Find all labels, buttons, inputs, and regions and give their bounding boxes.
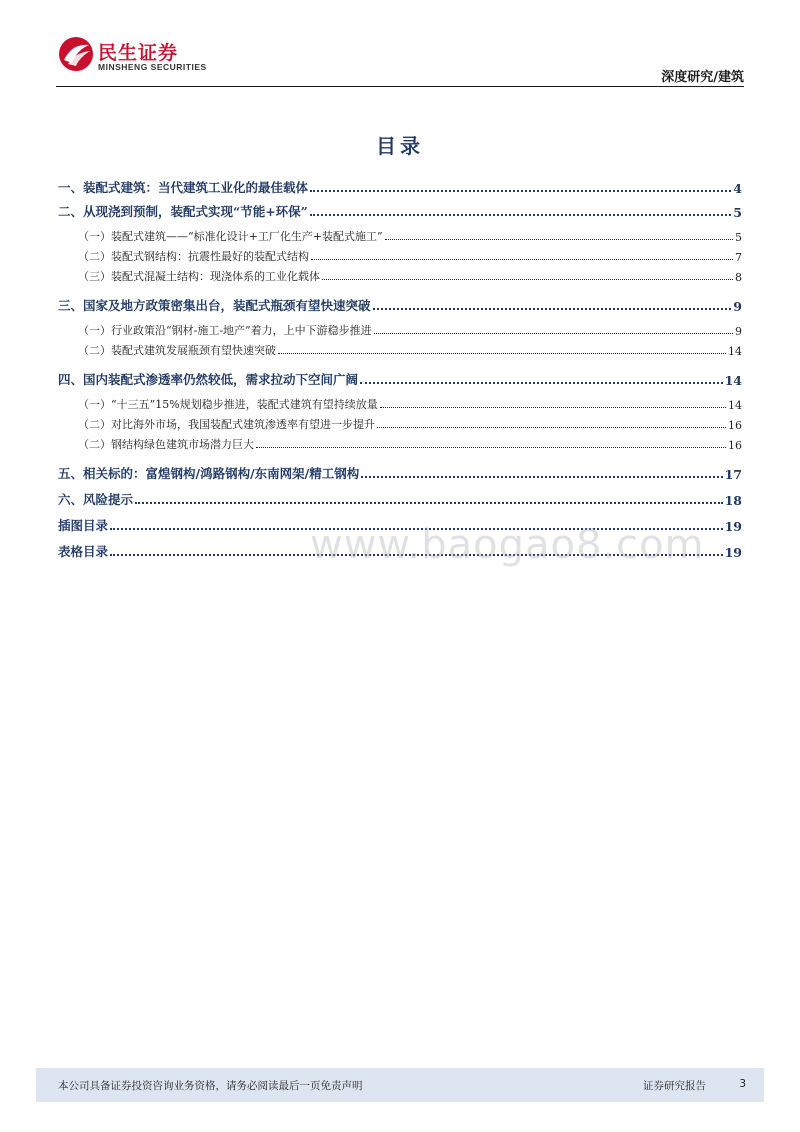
toc-entry[interactable] xyxy=(58,464,742,482)
toc-dot-leader xyxy=(278,353,726,354)
toc-entry-title: 一、装配式建筑：当代建筑工业化的最佳载体 xyxy=(58,180,309,195)
toc-entry-title: （一）装配式建筑——“标准化设计+工厂化生产+装配式施工” xyxy=(78,230,383,243)
toc-entry-page: 7 xyxy=(735,251,742,264)
page-footer xyxy=(36,1068,764,1102)
toc-entry-title: （二）对比海外市场，我国装配式建筑渗透率有望进一步提升 xyxy=(78,418,375,431)
page-header xyxy=(0,0,800,90)
toc-dot-leader xyxy=(374,333,733,334)
toc-entry-page: 19 xyxy=(724,545,742,560)
toc-entry[interactable] xyxy=(58,322,742,338)
toc-entry-title: 表格目录 xyxy=(58,544,109,559)
toc-dot-leader xyxy=(135,502,723,504)
toc-entry-page: 4 xyxy=(733,181,742,196)
toc-entry[interactable] xyxy=(58,396,742,412)
toc-entry[interactable] xyxy=(58,342,742,358)
toc-dot-leader xyxy=(380,407,726,408)
toc-entry[interactable] xyxy=(58,370,742,388)
toc-entry-page: 19 xyxy=(724,519,742,534)
toc-entry-page: 16 xyxy=(728,439,742,452)
toc-entry-page: 9 xyxy=(735,325,742,338)
toc-entry[interactable] xyxy=(58,178,742,196)
toc-entry-page: 16 xyxy=(728,419,742,432)
toc-entry-title: （一）“十三五”15%规划稳步推进，装配式建筑有望持续放量 xyxy=(78,398,378,411)
toc-entry-page: 5 xyxy=(733,205,742,220)
minsheng-logo xyxy=(58,36,248,80)
toc-entry[interactable] xyxy=(58,490,742,508)
toc-dot-leader xyxy=(322,279,733,280)
toc-entry-title: （二）装配式建筑发展瓶颈有望快速突破 xyxy=(78,344,276,357)
toc-dot-leader xyxy=(256,447,726,448)
toc-dot-leader xyxy=(310,214,731,216)
toc-entry-title: （二）钢结构绿色建筑市场潜力巨大 xyxy=(78,438,254,451)
toc-dot-leader xyxy=(360,382,723,384)
toc-entry-title: 五、相关标的：富煌钢构/鸿路钢构/东南网架/精工钢构 xyxy=(58,466,360,481)
toc-dot-leader xyxy=(310,190,731,192)
page-number: 3 xyxy=(739,1078,746,1090)
toc-title: 目录 xyxy=(376,134,424,158)
toc-entry-title: （二）装配式钢结构：抗震性最好的装配式结构 xyxy=(78,250,309,263)
toc-entry-title: 六、风险提示 xyxy=(58,492,134,507)
logo-chinese-name: 民生证券 xyxy=(98,42,179,64)
toc-entry[interactable] xyxy=(58,268,742,284)
toc-entry[interactable] xyxy=(58,248,742,264)
toc-entry-title: 插图目录 xyxy=(58,518,109,533)
toc-entry[interactable] xyxy=(58,416,742,432)
toc-entry-page: 9 xyxy=(733,299,742,314)
toc-dot-leader xyxy=(311,259,733,260)
minsheng-logo-icon xyxy=(58,36,94,72)
toc-entry-title: （一）行业政策沿“钢材-施工-地产”着力，上中下游稳步推进 xyxy=(78,324,372,337)
toc-entry-title: （三）装配式混凝土结构：现浇体系的工业化载体 xyxy=(78,270,320,283)
report-category: 深度研究/建筑 xyxy=(661,70,744,85)
toc-entry-page: 18 xyxy=(724,493,742,508)
toc-entry-title: 四、国内装配式渗透率仍然较低，需求拉动下空间广阔 xyxy=(58,372,359,387)
toc-entry-page: 8 xyxy=(735,271,742,284)
toc-dot-leader xyxy=(377,427,726,428)
toc-dot-leader xyxy=(361,476,722,478)
toc-entry[interactable] xyxy=(58,436,742,452)
toc-entry-page: 5 xyxy=(735,231,742,244)
watermark: www.baogao8.com xyxy=(310,522,705,568)
toc-entry-page: 14 xyxy=(728,399,742,412)
toc-entry[interactable] xyxy=(58,202,742,220)
toc-entry-title: 三、国家及地方政策密集出台，装配式瓶颈有望快速突破 xyxy=(58,298,371,313)
header-divider xyxy=(56,86,744,87)
toc-entry[interactable] xyxy=(58,228,742,244)
toc-dot-leader xyxy=(373,308,732,310)
logo-english-name: MINSHENG SECURITIES xyxy=(98,62,207,72)
toc-entry[interactable] xyxy=(58,296,742,314)
toc-entry-page: 14 xyxy=(724,373,742,388)
toc-entry-page: 14 xyxy=(728,345,742,358)
toc-entry-title: 二、从现浇到预制，装配式实现“节能+环保” xyxy=(58,204,308,219)
footer-report-label: 证券研究报告 xyxy=(643,1080,706,1092)
toc-entry-page: 17 xyxy=(724,467,742,482)
toc-dot-leader xyxy=(385,239,733,240)
footer-disclaimer: 本公司具备证券投资咨询业务资格，请务必阅读最后一页免责声明 xyxy=(58,1080,363,1092)
